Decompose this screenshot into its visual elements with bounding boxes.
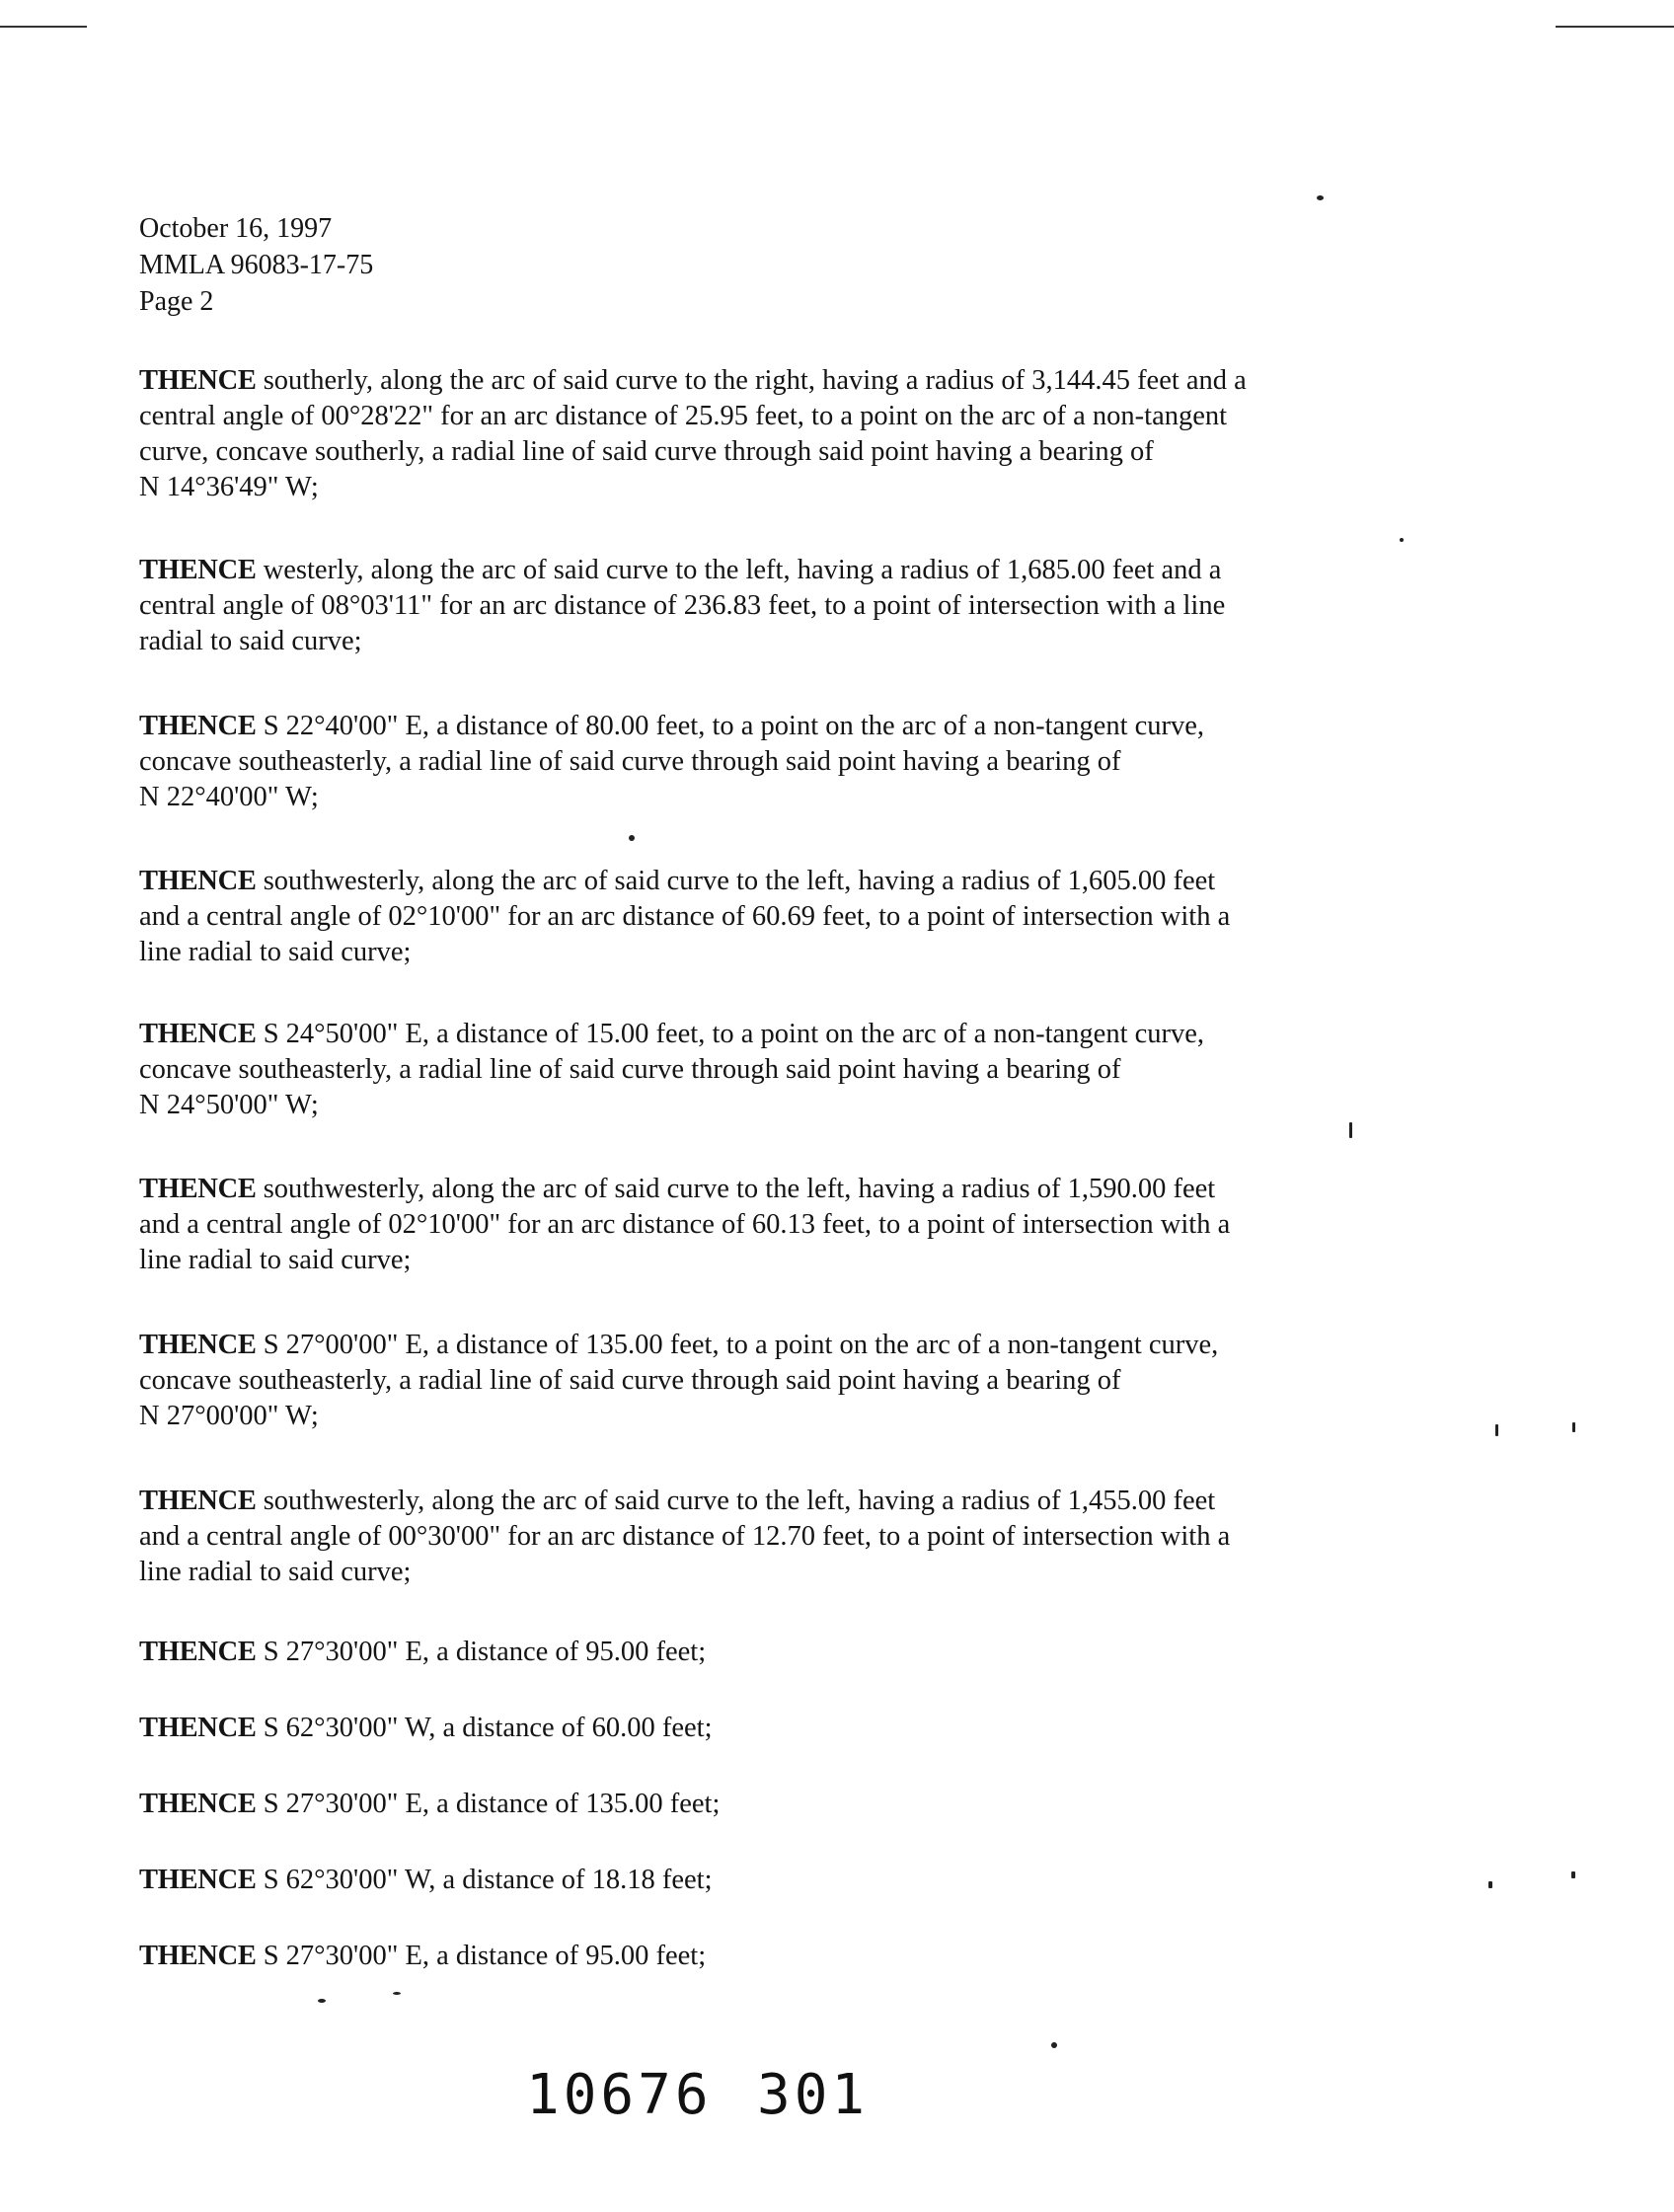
top-right-rule xyxy=(1556,26,1674,28)
thence-keyword: THENCE xyxy=(139,1865,257,1895)
scan-speck xyxy=(1495,1424,1498,1436)
legal-description-paragraph xyxy=(139,709,1204,815)
paragraph-line: and a central angle of 00°30'00" for an arc distance of 12.70 feet, to a point of intersection with a xyxy=(139,1521,1231,1552)
thence-keyword: THENCE xyxy=(139,1941,257,1971)
legal-description-paragraph xyxy=(139,553,1225,659)
thence-keyword: THENCE xyxy=(139,1789,257,1819)
scan-speck xyxy=(1400,538,1404,542)
legal-description-paragraph xyxy=(139,864,1230,970)
thence-keyword: THENCE xyxy=(139,1019,257,1049)
thence-keyword: THENCE xyxy=(139,555,257,585)
paragraph-line: concave southeasterly, a radial line of said curve through said point having a bearing of xyxy=(139,746,1121,777)
thence-keyword: THENCE xyxy=(139,1637,257,1667)
paragraph-line xyxy=(139,553,1225,588)
thence-keyword: THENCE xyxy=(139,1174,257,1204)
line-text: S 27°30'00" E, a distance of 95.00 feet; xyxy=(256,1941,707,1971)
document-header xyxy=(139,210,373,320)
line-text: S 62°30'00" W, a distance of 18.18 feet; xyxy=(256,1865,713,1895)
line-text: westerly, along the arc of said curve to the left, having a radius of 1,685.00 feet and a xyxy=(256,555,1222,585)
paragraph-line xyxy=(139,1484,1230,1519)
line-text: S 27°30'00" E, a distance of 135.00 feet; xyxy=(256,1789,721,1819)
paragraph-line: curve, concave southerly, a radial line of said curve through said point having a bearing of xyxy=(139,436,1154,467)
paragraph-line xyxy=(139,1328,1218,1363)
thence-keyword: THENCE xyxy=(139,1713,257,1743)
legal-description-paragraph xyxy=(139,1711,713,1746)
thence-keyword: THENCE xyxy=(139,1330,257,1360)
scan-speck xyxy=(1349,1122,1352,1138)
paragraph-line: central angle of 08°03'11" for an arc distance of 236.83 feet, to a point of intersection with a line xyxy=(139,590,1226,621)
line-text: southerly, along the arc of said curve to the right, having a radius of 3,144.45 feet and a xyxy=(256,365,1247,396)
recording-page-number: 301 xyxy=(757,2063,870,2127)
paragraph-line: concave southeasterly, a radial line of said curve through said point having a bearing of xyxy=(139,1365,1121,1396)
paragraph-line: N 22°40'00" W; xyxy=(139,782,319,812)
paragraph-line xyxy=(139,1711,713,1746)
scan-speck xyxy=(1488,1881,1492,1888)
paragraph-line xyxy=(139,864,1230,899)
legal-description-paragraph xyxy=(139,1787,720,1822)
paragraph-line: and a central angle of 02°10'00" for an arc distance of 60.69 feet, to a point of intersection with a xyxy=(139,901,1231,932)
paragraph-line xyxy=(139,1939,706,1974)
line-text: southwesterly, along the arc of said curve to the left, having a radius of 1,605.00 feet xyxy=(256,866,1216,896)
thence-keyword: THENCE xyxy=(139,365,257,396)
paragraph-line: radial to said curve; xyxy=(139,626,362,656)
legal-description-paragraph xyxy=(139,1172,1230,1278)
line-text: southwesterly, along the arc of said curve to the left, having a radius of 1,590.00 feet xyxy=(256,1174,1216,1204)
paragraph-line xyxy=(139,1787,720,1822)
paragraph-line xyxy=(139,363,1247,399)
paragraph-line: N 14°36'49" W; xyxy=(139,472,319,502)
line-text: S 27°30'00" E, a distance of 95.00 feet; xyxy=(256,1637,707,1667)
top-left-rule xyxy=(0,26,87,28)
line-text: S 22°40'00" E, a distance of 80.00 feet, to a point on the arc of a non-tangent curve, xyxy=(256,711,1205,741)
line-text: southwesterly, along the arc of said curve to the left, having a radius of 1,455.00 feet xyxy=(256,1486,1216,1516)
paragraph-line: N 24°50'00" W; xyxy=(139,1090,319,1120)
line-text: S 62°30'00" W, a distance of 60.00 feet; xyxy=(256,1713,713,1743)
legal-description-paragraph xyxy=(139,1017,1204,1123)
scan-speck xyxy=(393,1992,401,1995)
paragraph-line: line radial to said curve; xyxy=(139,1245,412,1275)
legal-description-paragraph xyxy=(139,1635,706,1670)
scan-speck xyxy=(1571,1871,1575,1878)
paragraph-line xyxy=(139,709,1204,744)
paragraph-line: line radial to said curve; xyxy=(139,1557,412,1587)
header-page: Page 2 xyxy=(139,286,214,317)
legal-description-paragraph xyxy=(139,1484,1230,1590)
scan-speck xyxy=(629,835,635,841)
header-reference: MMLA 96083-17-75 xyxy=(139,250,374,280)
thence-keyword: THENCE xyxy=(139,711,257,741)
scan-speck xyxy=(318,1999,326,2003)
recording-book-number: 10676 xyxy=(526,2063,713,2127)
legal-description-paragraph xyxy=(139,1328,1218,1434)
legal-description-paragraph xyxy=(139,1939,706,1974)
paragraph-line xyxy=(139,1635,706,1670)
paragraph-line xyxy=(139,1017,1204,1052)
paragraph-line: concave southeasterly, a radial line of said curve through said point having a bearing of xyxy=(139,1054,1121,1085)
paragraph-line: line radial to said curve; xyxy=(139,937,412,967)
thence-keyword: THENCE xyxy=(139,866,257,896)
paragraph-line: central angle of 00°28'22" for an arc distance of 25.95 feet, to a point on the arc of a non-tangent xyxy=(139,401,1228,431)
thence-keyword: THENCE xyxy=(139,1486,257,1516)
legal-description-paragraph xyxy=(139,363,1247,505)
scan-speck xyxy=(1572,1422,1575,1432)
paragraph-line xyxy=(139,1863,713,1898)
paragraph-line: and a central angle of 02°10'00" for an arc distance of 60.13 feet, to a point of intersection with a xyxy=(139,1209,1231,1240)
paragraph-line xyxy=(139,1172,1230,1207)
line-text: S 27°00'00" E, a distance of 135.00 feet, to a point on the arc of a non-tangent curve, xyxy=(256,1330,1219,1360)
scan-speck xyxy=(1317,195,1324,200)
header-date: October 16, 1997 xyxy=(139,213,333,244)
legal-description-paragraph xyxy=(139,1863,713,1898)
scan-speck xyxy=(1051,2042,1057,2048)
line-text: S 24°50'00" E, a distance of 15.00 feet, to a point on the arc of a non-tangent curve, xyxy=(256,1019,1205,1049)
paragraph-line: N 27°00'00" W; xyxy=(139,1401,319,1431)
